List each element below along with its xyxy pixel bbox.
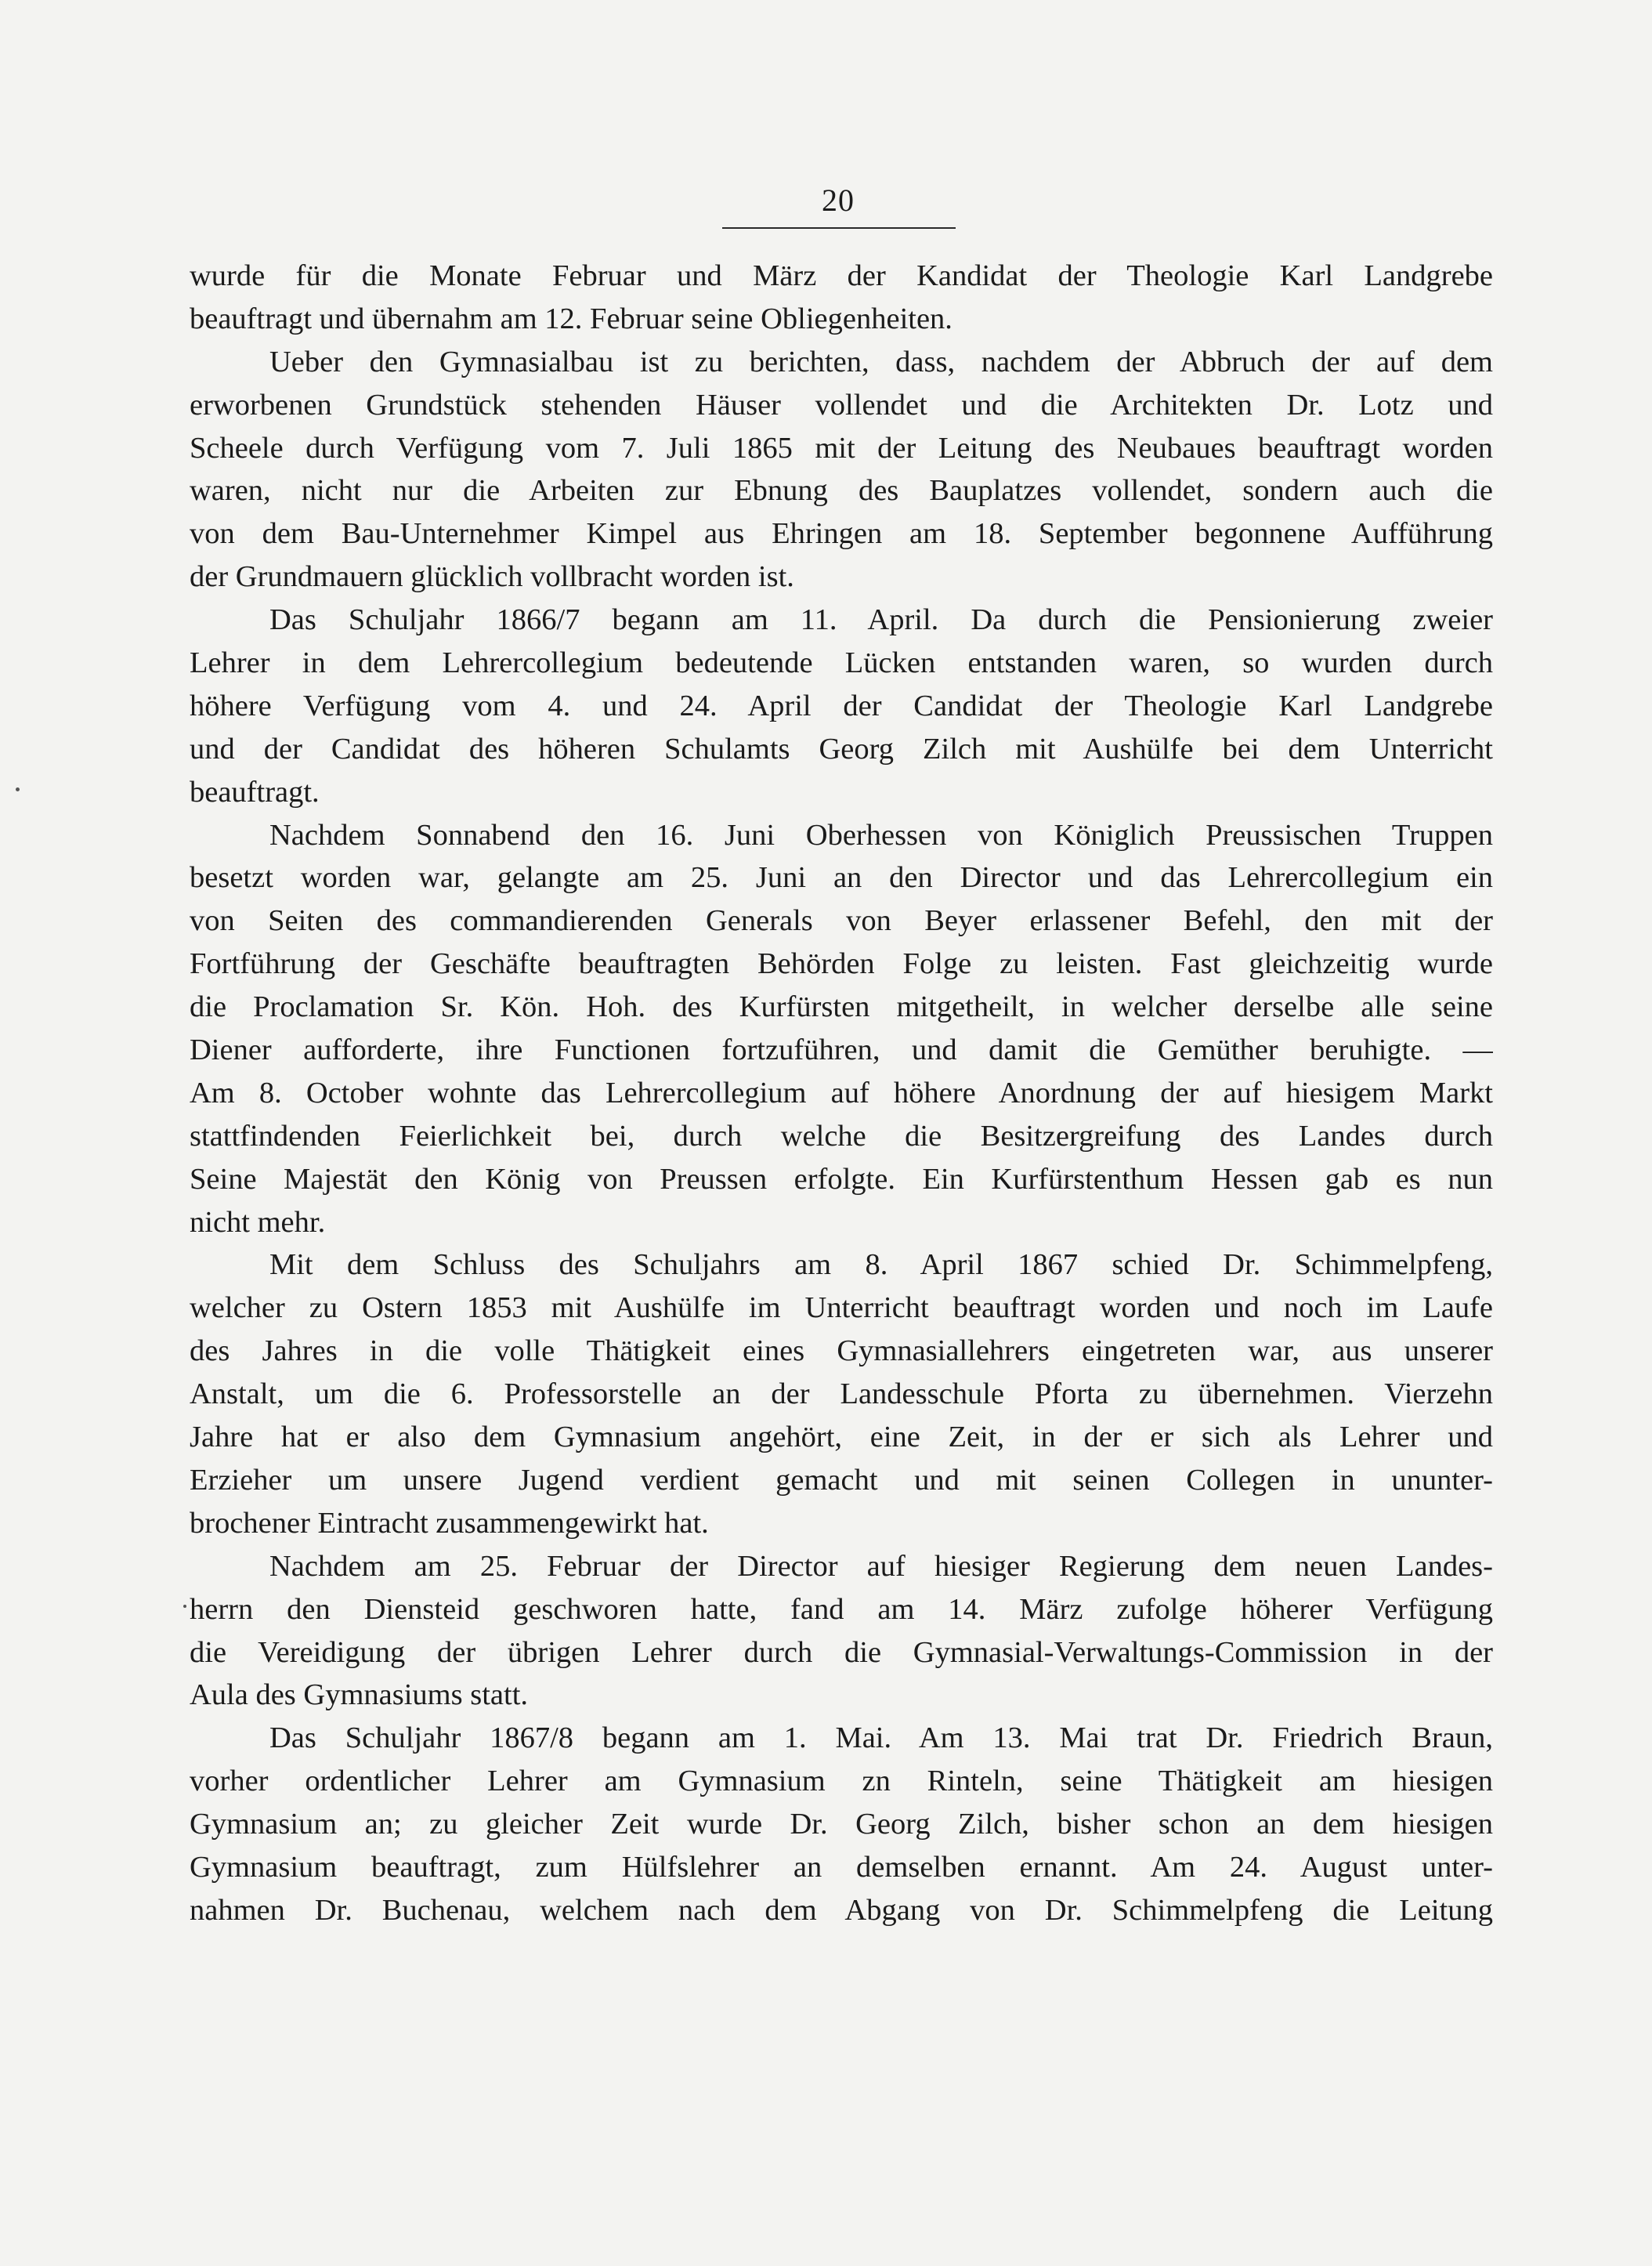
text-line: stattfindenden Feierlichkeit bei, durch welche die Besitzergreifung des Landes durch bbox=[190, 1119, 1493, 1153]
text-line: Das Schuljahr 1866/7 begann am 11. April. Da durch die Pensionierung zweier bbox=[269, 603, 1493, 637]
text-line: Ueber den Gymnasialbau ist zu berichten, dass, nachdem der Abbruch der auf dem bbox=[269, 345, 1493, 378]
text-line: nicht mehr. bbox=[190, 1205, 326, 1239]
text-line: waren, nicht nur die Arbeiten zur Ebnung des Bauplatzes vollendet, sondern auch die bbox=[190, 474, 1493, 508]
text-line: Seine Majestät den König von Preussen erfolgte. Ein Kurfürstenthum Hessen gab es nun bbox=[190, 1162, 1493, 1196]
text-line: die Proclamation Sr. Kön. Hoh. des Kurfürsten mitgetheilt, in welcher derselbe alle seine bbox=[190, 990, 1493, 1024]
text-line: erworbenen Grundstück stehenden Häuser vollendet und die Architekten Dr. Lotz und bbox=[190, 388, 1493, 422]
text-line: höhere Verfügung vom 4. und 24. April der Candidat der Theologie Karl Landgrebe bbox=[190, 689, 1493, 722]
text-line: von dem Bau-Unternehmer Kimpel aus Ehringen am 18. September begonnene Aufführung bbox=[190, 517, 1493, 551]
text-line: Gymnasium beauftragt, zum Hülfslehrer an demselben ernannt. Am 24. August unter- bbox=[190, 1850, 1493, 1884]
text-line: von Seiten des commandierenden Generals von Beyer erlassener Befehl, den mit der bbox=[190, 904, 1493, 938]
header-rule bbox=[722, 227, 956, 229]
text-line: Nachdem am 25. Februar der Director auf hiesiger Regierung dem neuen Landes- bbox=[269, 1549, 1493, 1583]
text-line: beauftragt. bbox=[190, 775, 320, 809]
text-line: welcher zu Ostern 1853 mit Aushülfe im Unterricht beauftragt worden und noch im Laufe bbox=[190, 1291, 1493, 1325]
text-line: der Grundmauern glücklich vollbracht worden ist. bbox=[190, 560, 794, 594]
scan-speck bbox=[183, 1605, 186, 1608]
body-text bbox=[190, 255, 1493, 1932]
text-line: Mit dem Schluss des Schuljahrs am 8. April 1867 schied Dr. Schimmelpfeng, bbox=[269, 1248, 1493, 1282]
text-line: Diener aufforderte, ihre Functionen fortzuführen, und damit die Gemüther beruhigte. — bbox=[190, 1033, 1493, 1067]
text-line: vorher ordentlicher Lehrer am Gymnasium zn Rinteln, seine Thätigkeit am hiesigen bbox=[190, 1765, 1493, 1798]
text-line: Gymnasium an; zu gleicher Zeit wurde Dr. Georg Zilch, bisher schon an dem hiesigen bbox=[190, 1808, 1493, 1841]
text-line: nahmen Dr. Buchenau, welchem nach dem Abgang von Dr. Schimmelpfeng die Leitung bbox=[190, 1893, 1493, 1927]
text-line: Das Schuljahr 1867/8 begann am 1. Mai. Am 13. Mai trat Dr. Friedrich Braun, bbox=[269, 1721, 1493, 1755]
text-line: Erzieher um unsere Jugend verdient gemacht und mit seinen Collegen in ununter- bbox=[190, 1463, 1493, 1497]
text-line: Aula des Gymnasiums statt. bbox=[190, 1678, 529, 1712]
text-line: beauftragt und übernahm am 12. Februar seine Obliegenheiten. bbox=[190, 302, 953, 335]
text-line: Anstalt, um die 6. Professorstelle an der Landesschule Pforta zu übernehmen. Vierzehn bbox=[190, 1377, 1493, 1411]
scan-speck bbox=[16, 787, 20, 791]
text-line: Scheele durch Verfügung vom 7. Juli 1865 mit der Leitung des Neubaues beauftragt worden bbox=[190, 431, 1493, 465]
text-line: brochener Eintracht zusammengewirkt hat. bbox=[190, 1506, 709, 1540]
text-line: Nachdem Sonnabend den 16. Juni Oberhessen von Königlich Preussischen Truppen bbox=[269, 818, 1493, 852]
text-line: besetzt worden war, gelangte am 25. Juni an den Director und das Lehrercollegium ein bbox=[190, 861, 1493, 895]
text-line: des Jahres in die volle Thätigkeit eines Gymnasiallehrers eingetreten war, aus unserer bbox=[190, 1334, 1493, 1368]
text-line: herrn den Diensteid geschworen hatte, fand am 14. März zufolge höherer Verfügung bbox=[190, 1592, 1493, 1626]
text-line: Lehrer in dem Lehrercollegium bedeutende Lücken entstanden waren, so wurden durch bbox=[190, 646, 1493, 680]
text-line: die Vereidigung der übrigen Lehrer durch die Gymnasial-Verwaltungs-Commission in der bbox=[190, 1635, 1493, 1669]
text-line: wurde für die Monate Februar und März der Kandidat der Theologie Karl Landgrebe bbox=[190, 259, 1493, 292]
page-number: 20 bbox=[822, 183, 855, 218]
text-line: Am 8. October wohnte das Lehrercollegium auf höhere Anordnung der auf hiesigem Markt bbox=[190, 1076, 1493, 1109]
text-line: und der Candidat des höheren Schulamts Georg Zilch mit Aushülfe bei dem Unterricht bbox=[190, 732, 1493, 766]
text-line: Fortführung der Geschäfte beauftragten Behörden Folge zu leisten. Fast gleichzeitig wurde bbox=[190, 947, 1493, 981]
text-line: Jahre hat er also dem Gymnasium angehört, eine Zeit, in der er sich als Lehrer und bbox=[190, 1421, 1493, 1454]
